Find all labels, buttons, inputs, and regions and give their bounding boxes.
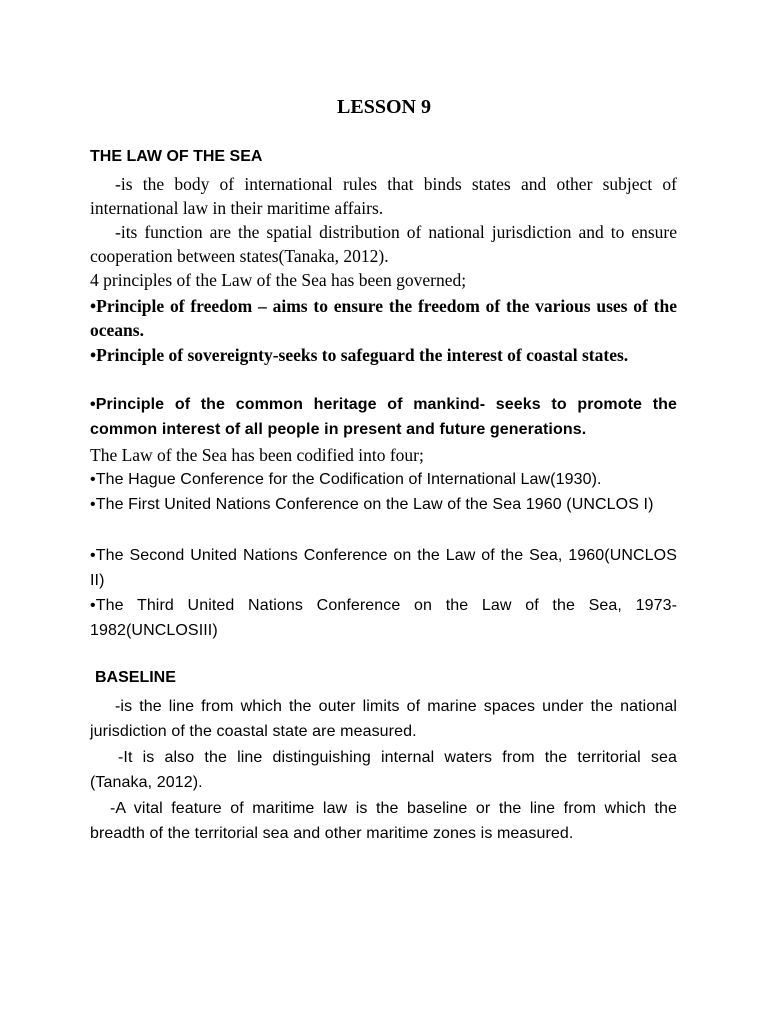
principle-item: •Principle of the common heritage of mankind- seeks to promote the common interest of all people in present and future generations. (90, 396, 677, 438)
principle-item: •Principle of freedom – aims to ensure the freedom of the various uses of the oceans. (90, 296, 677, 340)
codification-item: •The First United Nations Conference on the Law of the Sea 1960 (UNCLOS I) (90, 496, 654, 513)
codification-item: •The Second United Nations Conference on the Law of the Sea, 1960(UNCLOS II) (90, 547, 677, 589)
codification-item: •The Hague Conference for the Codification of International Law(1930). (90, 471, 602, 488)
baseline-paragraph: -is the line from which the outer limits of marine spaces under the national jurisdiction of the coastal state are measured. (90, 698, 677, 740)
lesson-title: LESSON 9 (337, 96, 431, 118)
baseline-paragraph: -A vital feature of maritime law is the baseline or the line from which the breadth of the territorial sea and other maritime zones is measured. (90, 800, 677, 842)
definition-paragraph: -is the body of international rules that binds states and other subject of international law in their maritime affairs. (90, 174, 677, 218)
section-heading-law-of-the-sea: THE LAW OF THE SEA (90, 148, 263, 165)
function-paragraph: -its function are the spatial distribution of national jurisdiction and to ensure cooperation between states(Tanaka, 2012). (90, 222, 677, 266)
codification-item: •The Third United Nations Conference on the Law of the Sea, 1973-1982(UNCLOSIII) (90, 597, 677, 639)
section-heading-baseline: BASELINE (95, 669, 176, 686)
baseline-paragraph: -It is also the line distinguishing internal waters from the territorial sea (Tanaka, 2012). (90, 749, 677, 791)
principle-item: •Principle of sovereignty-seeks to safeguard the interest of coastal states. (90, 345, 629, 365)
principles-intro: 4 principles of the Law of the Sea has been governed; (90, 270, 467, 290)
codified-intro: The Law of the Sea has been codified into four; (90, 445, 424, 465)
